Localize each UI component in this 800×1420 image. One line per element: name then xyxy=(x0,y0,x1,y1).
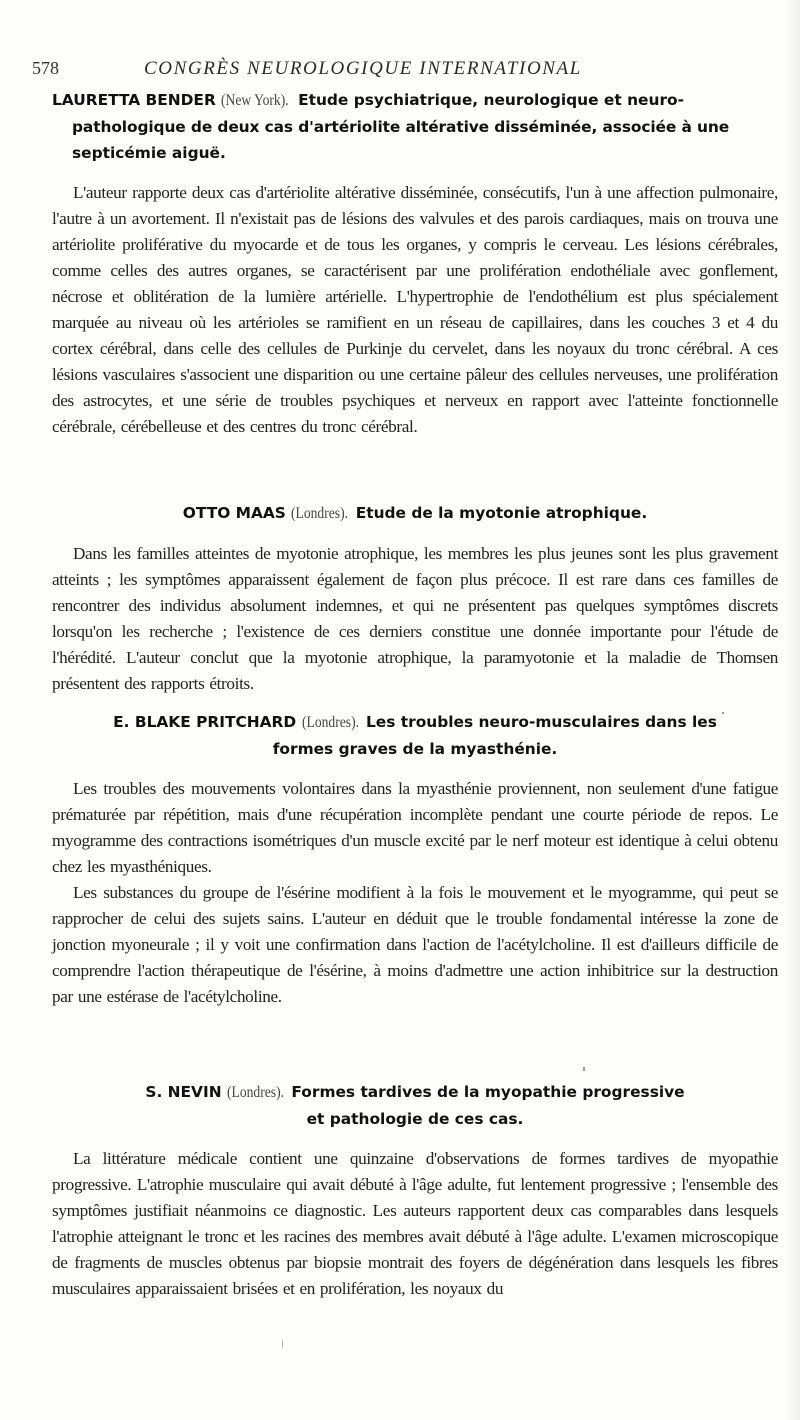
running-head xyxy=(32,58,780,84)
article-place: (Londres). xyxy=(291,505,349,522)
article-body xyxy=(52,541,778,697)
article-title xyxy=(52,500,778,527)
article-maas xyxy=(52,500,778,697)
scan-speck xyxy=(583,1067,585,1071)
running-title: CONGRÈS NEUROLOGIQUE INTERNATIONAL xyxy=(144,58,582,79)
scan-speck xyxy=(282,1340,283,1348)
article-title-line: Les troubles neuro-musculaires dans les xyxy=(365,713,717,731)
article-title-line: septicémie aiguë. xyxy=(72,144,226,162)
article-place: (Londres). xyxy=(301,714,359,731)
article-bender xyxy=(52,87,778,440)
article-nevin xyxy=(52,1079,778,1302)
article-title-line: Etude de la myotonie atrophique. xyxy=(355,504,648,522)
scan-speck xyxy=(722,712,724,714)
paragraph: L'auteur rapporte deux cas d'artériolite altérative disséminée, consécutifs, l'un à une affection pulmonaire, l'autre à un avortement. Il n'existait pas de lésions des valvules et des parois cardiaques, mais on trouva une artériolite proliférative du myocarde et de tous les organes, y compris le cerveau. Les lésions cérébrales, comme celles des autres organes, se caractérisent par une prolifération endothéliale avec gonflement, nécrose et oblitération de la lumière artérielle. L'hypertrophie de l'endothélium est plus spécialement marquée au niveau où les artérioles se ramifient en un réseau de capillaires, dans les couches 3 et 4 du cortex cérébral, dans celle des cellules de Purkinje du cervelet, dans les noyaux du tronc cérébral. A ces lésions vasculaires s'associent une disparition ou une certaine pâleur des cellules nerveuses, une prolifération des astrocytes, et une série de troubles psychiques et nerveux en rapport avec l'atteinte fonctionnelle cérébrale, cérébelleuse et des centres du tronc cérébral. xyxy=(52,183,778,436)
article-title-line: Etude psychiatrique, neurologique et neuro- xyxy=(298,91,684,109)
article-title-line: pathologique de deux cas d'artériolite altérative disséminée, associée à une xyxy=(72,118,730,136)
article-title xyxy=(52,709,778,762)
article-author: LAURETTA BENDER xyxy=(52,91,216,109)
paragraph: Dans les familles atteintes de myotonie atrophique, les membres les plus jeunes sont les plus gravement atteints ; les symptômes apparaissent également de façon plus précoce. Il est rare dans ces familles de rencontrer des individus absolument indemnes, et qui ne présentent pas quelques symptômes discrets lorsqu'on les recherche ; l'existence de ces derniers constitue une donnée importante pour l'étude de l'hérédité. L'auteur conclut que la myotonie atrophique, la paramyotonie et la maladie de Thomsen présentent des rapports étroits. xyxy=(52,544,778,693)
article-pritchard xyxy=(52,709,778,1010)
article-body xyxy=(52,1146,778,1302)
article-place: (Londres). xyxy=(226,1084,284,1101)
paragraph: Les substances du groupe de l'ésérine modifient à la fois le mouvement et le myogramme, qui peut se rapprocher de celui des sujets sains. L'auteur en déduit que le trouble fondamental intéresse la zone de jonction myoneurale ; il y voit une confirmation dans l'action de l'acétylcholine. Il est d'ailleurs difficile de comprendre l'action thérapeutique de l'ésérine, à moins d'admettre une action inhibitrice sur la destruction par une estérase de l'acétylcholine. xyxy=(52,883,778,1006)
article-author: S. NEVIN xyxy=(145,1083,222,1101)
article-author: OTTO MAAS xyxy=(182,504,286,522)
article-body xyxy=(52,180,778,440)
article-author: E. BLAKE PRITCHARD xyxy=(113,713,297,731)
paragraph: Les troubles des mouvements volontaires dans la myasthénie proviennent, non seulement d'une fatigue prématurée par répétition, mais d'une récupération incomplète pendant une courte période de repos. Le myogramme des contractions isométriques d'un muscle excité par le nerf moteur est identique à celui obtenu chez les myasthéniques. xyxy=(52,779,778,876)
paragraph: La littérature médicale contient une quinzaine d'observations de formes tardives de myopathie progressive. L'atrophie musculaire qui avait débuté à l'âge adulte, fut lentement progressive ; l'ensemble des symptômes justifiait néanmoins ce diagnostic. Les auteurs rapportent deux cas comparables dans lesquels l'atrophie atteignant le tronc et les racines des membres avait débuté à l'âge adulte. L'examen microscopique de fragments de muscles obtenus par biopsie montrait des foyers de dégénération dans lesquels les fibres musculaires apparaissaient brisées et en prolifération, les noyaux du xyxy=(52,1149,778,1298)
page-edge-shadow xyxy=(786,0,800,1420)
page-number: 578 xyxy=(32,58,59,78)
article-title-line: et pathologie de ces cas. xyxy=(306,1110,524,1128)
article-body xyxy=(52,776,778,1010)
article-title-line: formes graves de la myasthénie. xyxy=(272,740,558,758)
article-place: (New York). xyxy=(221,92,289,109)
article-title-line: Formes tardives de la myopathie progressive xyxy=(291,1083,685,1101)
article-title xyxy=(52,1079,778,1132)
article-title xyxy=(52,87,778,166)
